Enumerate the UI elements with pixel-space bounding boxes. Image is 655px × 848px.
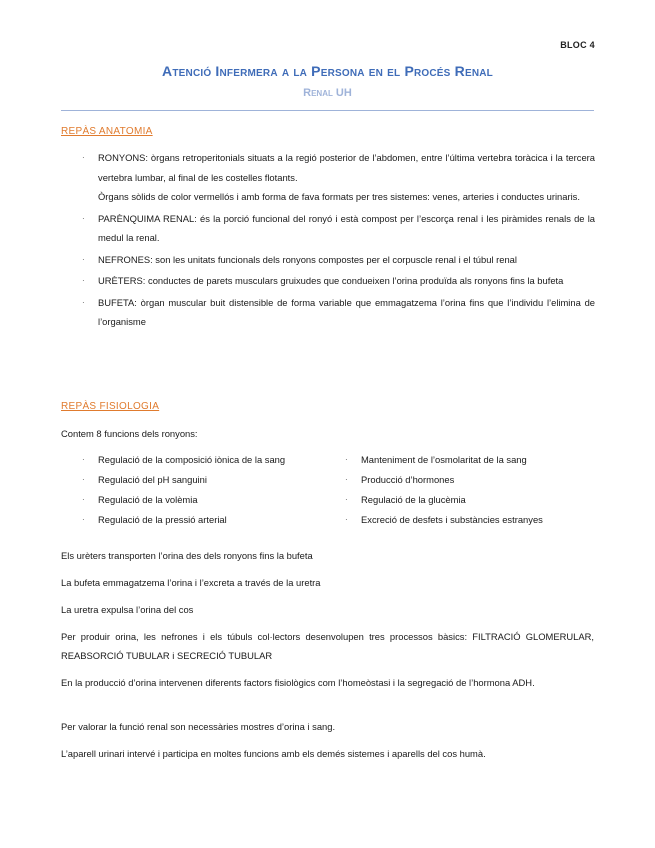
- list-item-text: URÈTERS: conductes de parets musculars gruixudes que condueixen l’orina produïda als ronyons fins la bufeta: [98, 275, 564, 286]
- anatomia-list: [80, 148, 595, 334]
- bullet-icon: ·: [345, 475, 348, 484]
- function-text: Manteniment de l’osmolaritat de la sang: [361, 454, 527, 465]
- paragraph: La uretra expulsa l’orina del cos: [61, 604, 194, 615]
- function-text: Regulació de la pressió arterial: [98, 514, 227, 525]
- bloc-label: BLOC 4: [560, 40, 595, 50]
- bullet-icon: ·: [82, 495, 85, 504]
- bullet-icon: ·: [82, 455, 85, 464]
- section-heading-fisiologia: REPÀS FISIOLOGIA: [61, 401, 160, 412]
- bullet-icon: ·: [82, 475, 85, 484]
- list-item: [80, 293, 595, 332]
- functions-list-left: [80, 450, 330, 530]
- paragraph: La bufeta emmagatzema l’orina i l’excreta a través de la uretra: [61, 577, 321, 588]
- paragraph: Els urèters transporten l’orina des dels ronyons fins la bufeta: [61, 550, 313, 561]
- paragraph: En la producció d’orina intervenen diferents factors fisiològics com l’homeòstasi i la segregació de l’hormona ADH.: [61, 677, 535, 688]
- list-item: [343, 490, 603, 509]
- paragraph: L’aparell urinari intervé i participa en moltes funcions amb els demés sistemes i aparells del cos humà.: [61, 748, 486, 759]
- bullet-icon: ·: [82, 297, 85, 307]
- functions-list-right: [343, 450, 603, 530]
- bullet-icon: ·: [82, 213, 85, 223]
- list-item: [343, 470, 603, 489]
- list-item: [343, 510, 603, 529]
- title-divider: [61, 110, 594, 111]
- list-item: [80, 271, 595, 291]
- bullet-icon: ·: [345, 495, 348, 504]
- list-item: [80, 490, 330, 509]
- bullet-icon: ·: [82, 276, 85, 285]
- function-text: Regulació de la glucèmia: [361, 494, 466, 505]
- paragraph: Per valorar la funció renal son necessàries mostres d’orina i sang.: [61, 721, 336, 732]
- list-item: [80, 510, 330, 529]
- list-item: [80, 250, 595, 270]
- document-subtitle: Renal UH: [303, 87, 352, 99]
- list-item-text: RONYONS: òrgans retroperitonials situats a la regió posterior de l’abdomen, entre l’última vertebra toràcica i la tercera vertebra lumbar, al final de les costelles flotants.: [98, 152, 595, 183]
- list-item: [80, 450, 330, 469]
- bullet-icon: ·: [345, 515, 348, 524]
- list-item: [80, 470, 330, 489]
- section-heading-anatomia: REPÀS ANATOMIA: [61, 126, 153, 137]
- function-text: Regulació del pH sanguini: [98, 474, 207, 485]
- bullet-icon: ·: [82, 254, 85, 264]
- bullet-icon: ·: [345, 455, 348, 464]
- paragraph: Per produir orina, les nefrones i els túbuls col·lectors desenvolupen tres processos bàsics: FILTRACIÓ GLOMERULAR, REABSORCIÓ TUBULAR i SECRECIÓ TUBULAR: [61, 631, 594, 661]
- bullet-icon: ·: [82, 515, 85, 524]
- list-item-continuation: Òrgans sòlids de color vermellós i amb forma de fava formats per tres sistemes: venes, arteries i conductes urinaris.: [98, 191, 580, 202]
- function-text: Regulació de la volèmia: [98, 494, 198, 505]
- list-item-text: NEFRONES: son les unitats funcionals dels ronyons compostes per el corpuscle renal i el túbul renal: [98, 253, 517, 265]
- function-text: Regulació de la composició iònica de la sang: [98, 454, 286, 465]
- list-item: [80, 209, 595, 248]
- list-item-text: PARÈNQUIMA RENAL: és la porció funcional del ronyó i està compost per l’escorça renal i les piràmides renals de la medul la renal.: [98, 212, 595, 243]
- function-text: Producció d’hormones: [361, 474, 455, 485]
- list-item: [80, 148, 595, 207]
- bullet-icon: ·: [82, 153, 85, 162]
- list-item: [343, 450, 603, 469]
- list-item-text: BUFETA: òrgan muscular buit distensible de forma variable que emmagatzema l’orina fins que l’individu l’elimina de l’organisme: [98, 296, 595, 327]
- function-text: Excreció de desfets i substàncies estranyes: [361, 514, 543, 525]
- document-title: Atenció Infermera a la Persona en el Procés Renal: [162, 63, 493, 79]
- functions-intro: Contem 8 funcions dels ronyons:: [61, 428, 198, 439]
